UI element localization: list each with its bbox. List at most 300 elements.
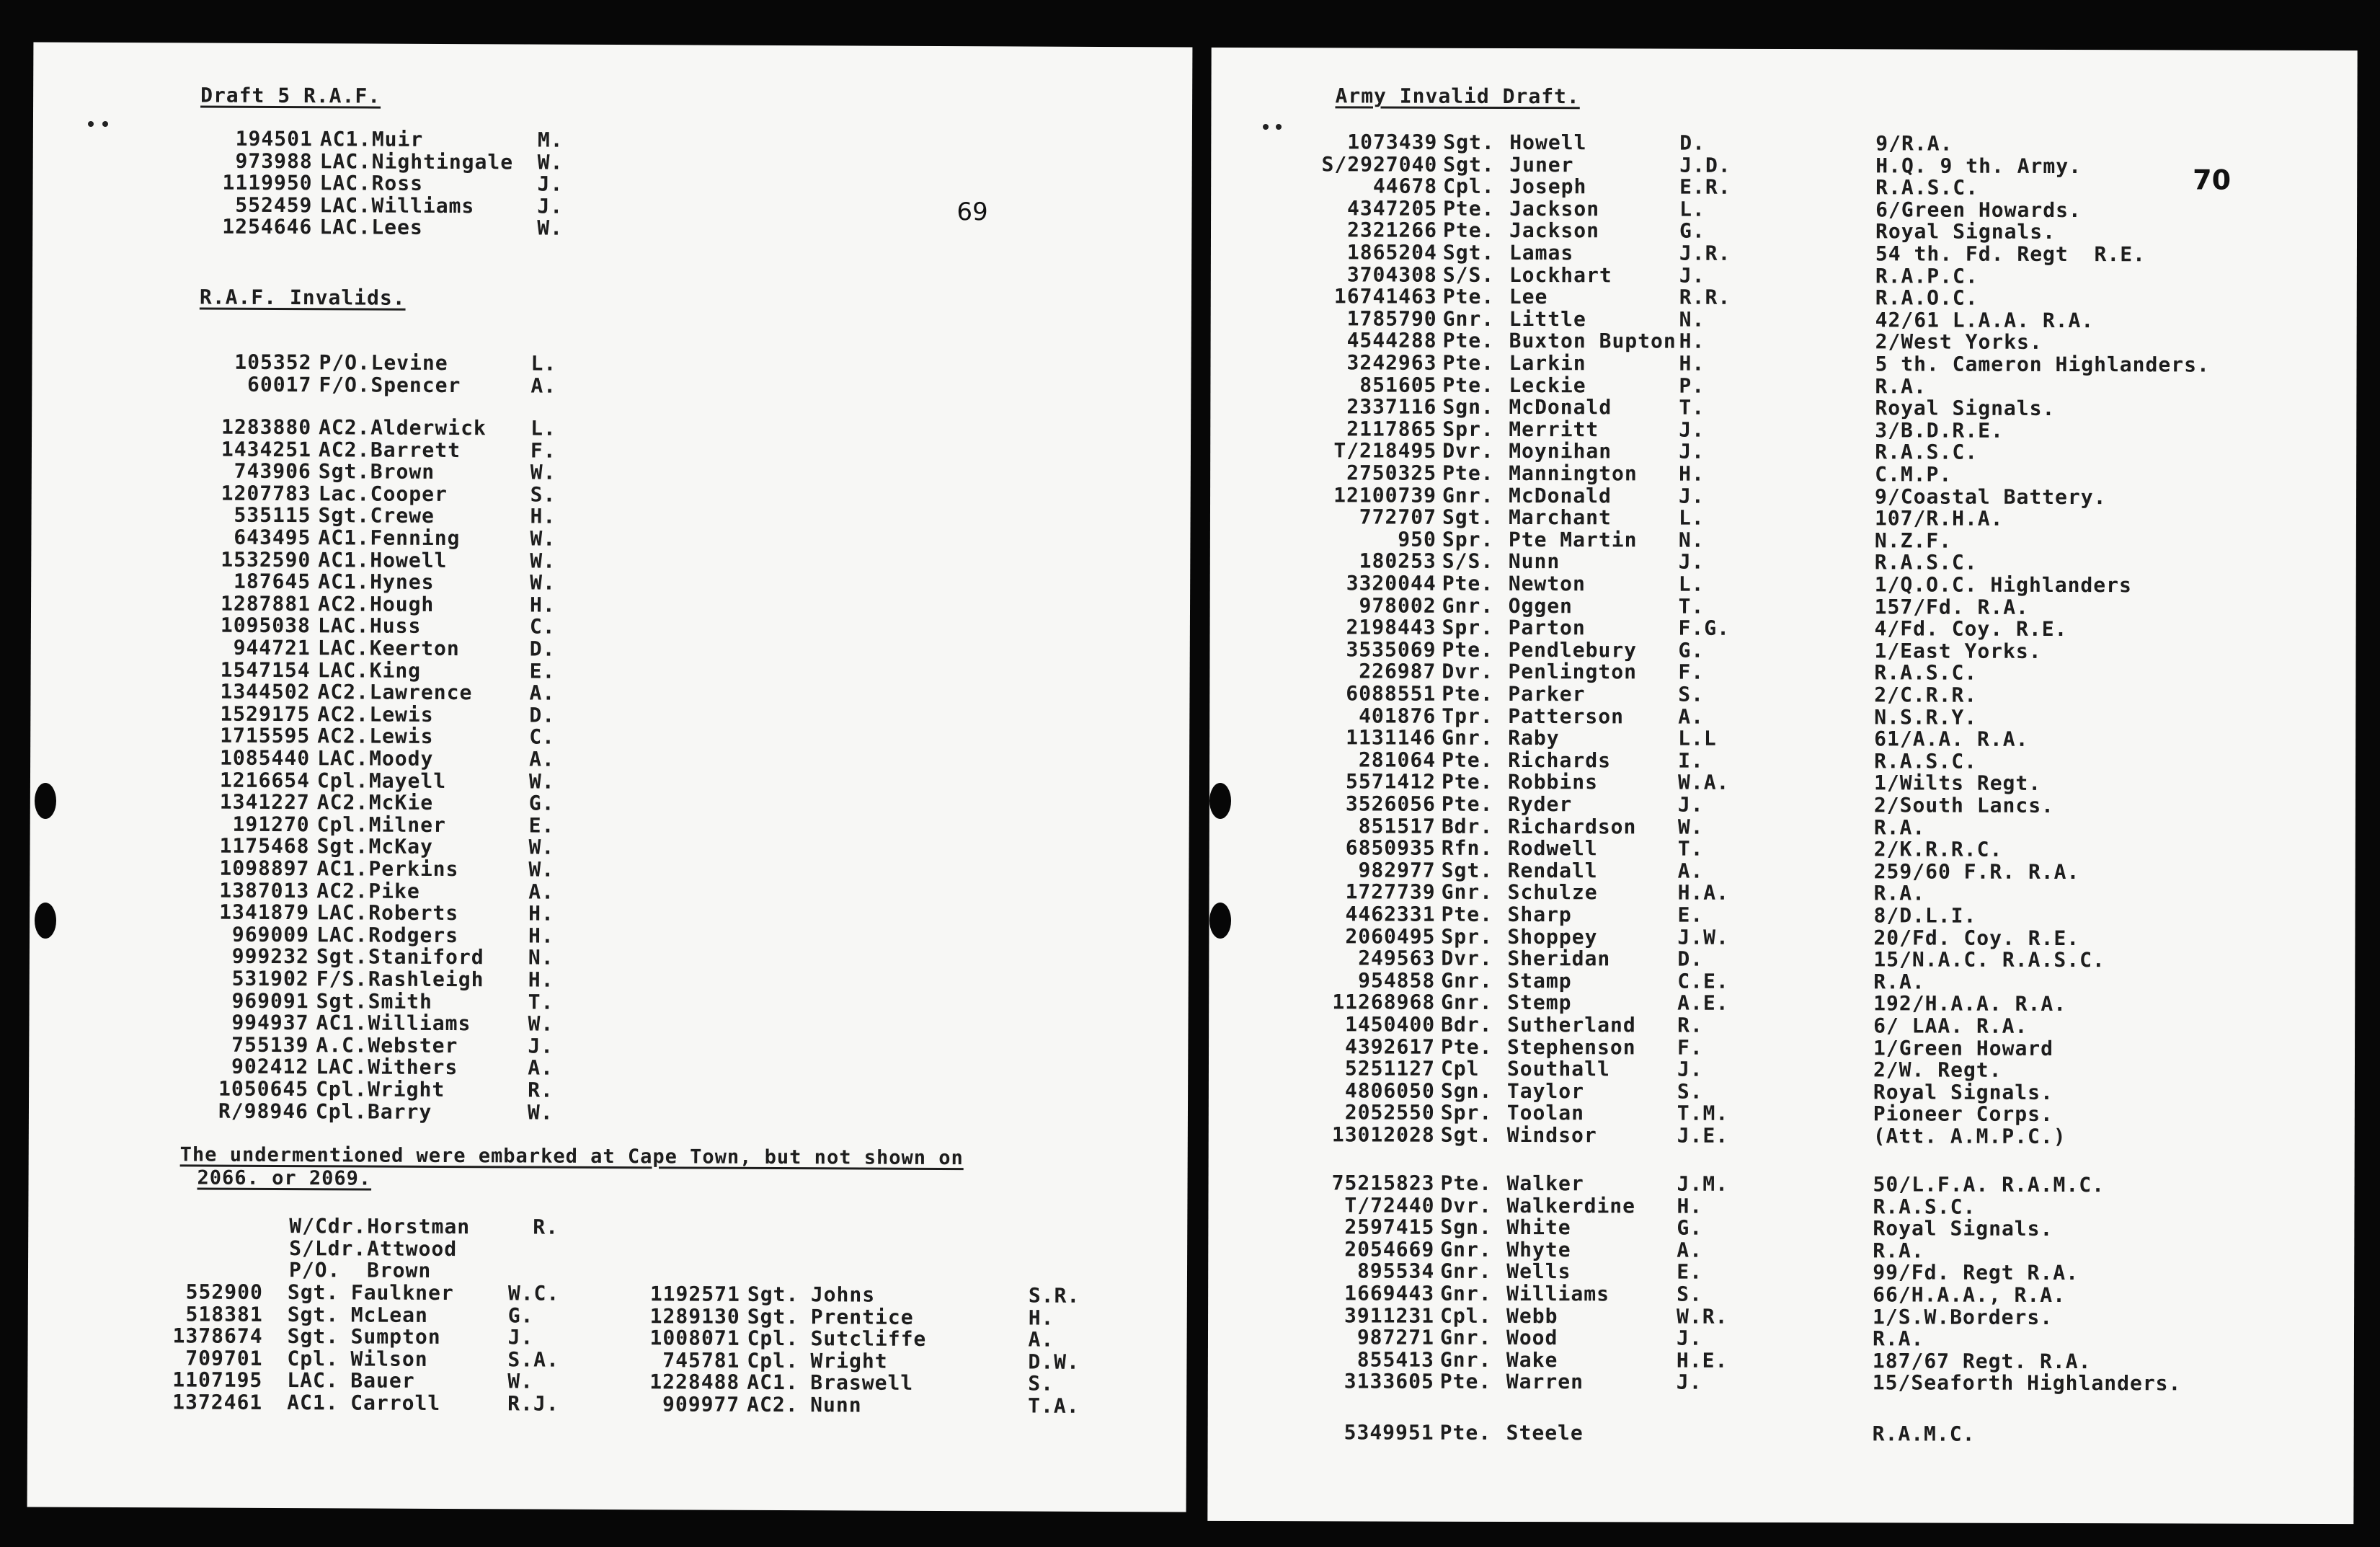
initials: L.: [530, 416, 556, 440]
service-number: 552459: [235, 192, 313, 217]
unit: 4/Fd. Coy. R.E.: [1874, 616, 2068, 642]
service-number: 1372461: [172, 1389, 263, 1414]
surname: Marchant: [1508, 505, 1612, 530]
rank: P/O.: [288, 1258, 341, 1282]
army-row: [1210, 506, 2291, 531]
initials: F.: [530, 438, 556, 463]
initials: R.: [1677, 1013, 1703, 1037]
unit: R.A.: [1872, 1326, 1924, 1351]
service-number: 954858: [1358, 968, 1436, 993]
surname: Lamas: [1509, 241, 1574, 265]
surname: McDonald: [1509, 483, 1612, 507]
service-number: 1050645: [218, 1076, 309, 1101]
surname: Shoppey: [1507, 924, 1598, 949]
initials: E.R.: [1679, 174, 1731, 199]
army-heading: Army Invalid Draft.: [1335, 84, 1580, 109]
service-number: 3320044: [1346, 571, 1437, 595]
initials: S.: [1677, 1079, 1703, 1104]
unit: 20/Fd. Coy. R.E.: [1873, 925, 2080, 950]
service-number: 3133605: [1344, 1369, 1434, 1394]
service-number: 1119950: [222, 170, 313, 195]
initials: J.: [1679, 417, 1705, 442]
initials: H.: [528, 923, 554, 948]
rank: Sgt.: [287, 1324, 339, 1349]
surname: Nightingale: [371, 149, 514, 174]
left-page: [27, 43, 1193, 1512]
service-number: 851517: [1358, 814, 1436, 838]
initials: W.: [1677, 815, 1704, 839]
rank: AC1.: [316, 1011, 368, 1035]
surname: Stemp: [1507, 990, 1572, 1015]
service-number: T/72440: [1344, 1193, 1435, 1218]
rank: Sgn.: [1442, 394, 1494, 420]
rank: Pte.: [1441, 770, 1493, 794]
surname: Crewe: [370, 503, 435, 528]
surname: Smith: [368, 989, 433, 1014]
rank: Sgt.: [316, 988, 368, 1014]
surname: Fenning: [370, 526, 461, 551]
rank: Pte.: [1440, 1171, 1493, 1195]
unit: 1/Wilts Regt.: [1873, 771, 2042, 796]
surname: Wright: [810, 1348, 888, 1373]
service-number: 978002: [1359, 593, 1437, 618]
surname: Johns: [810, 1282, 876, 1307]
rank: Cpl.: [315, 1099, 368, 1124]
rank: Gnr.: [1441, 880, 1493, 905]
service-number: 5251127: [1344, 1056, 1436, 1081]
initials: N.: [528, 945, 554, 970]
initials: E.: [1677, 1260, 1702, 1285]
surname: Braswell: [810, 1370, 914, 1395]
hole-punch: [1209, 783, 1231, 819]
rank: Dvr.: [1442, 439, 1494, 464]
initials: J.: [1676, 1326, 1702, 1350]
rank: AC2.: [319, 415, 370, 440]
service-number: 1669443: [1344, 1281, 1435, 1306]
surname: Horstman: [367, 1214, 471, 1239]
rank: LAC.: [317, 657, 370, 683]
rank: Pte.: [1442, 329, 1495, 353]
rank: AC2.: [317, 592, 370, 616]
service-number: 191270: [232, 812, 310, 836]
surname: Newton: [1508, 572, 1586, 596]
rank: Cpl.: [316, 812, 369, 837]
rank: Sgn.: [1440, 1078, 1493, 1103]
surname: Lawrence: [369, 680, 473, 705]
rank: Sgt.: [1442, 240, 1495, 265]
initials: H.: [1679, 461, 1705, 486]
initials: J.: [537, 172, 564, 196]
service-number: 3242963: [1346, 350, 1437, 375]
initials: C.: [529, 724, 556, 750]
initials: T.: [1679, 395, 1705, 420]
surname: McLean: [350, 1302, 428, 1327]
unit: 192/H.A.A. R.A.: [1873, 991, 2067, 1016]
initials: W.: [507, 1369, 534, 1393]
rank: Cpl.: [1443, 174, 1495, 199]
initials: A.: [530, 373, 557, 398]
service-number: 987271: [1356, 1325, 1435, 1349]
service-number: 902412: [231, 1055, 309, 1079]
surname: Walker: [1506, 1171, 1584, 1196]
service-number: 1254646: [222, 214, 313, 239]
rank: LAC.: [317, 636, 370, 660]
rank: Tpr.: [1442, 704, 1493, 728]
draft-heading: Draft 5 R.A.F.: [200, 83, 381, 108]
service-number: S/2927040: [1321, 151, 1438, 177]
rank: LAC.: [319, 192, 371, 218]
service-number: 4392617: [1344, 1034, 1436, 1059]
surname: Carroll: [350, 1390, 441, 1415]
rank: Gnr.: [1440, 1237, 1492, 1262]
initials: L.: [530, 351, 557, 376]
surname: Rodgers: [368, 923, 459, 947]
surname: Milner: [368, 812, 446, 837]
initials: F.: [1677, 1035, 1703, 1060]
unit: Royal Signals.: [1873, 1216, 2053, 1241]
initials: H.: [530, 504, 556, 529]
initials: R.: [533, 1215, 559, 1239]
service-number: 1216654: [219, 768, 311, 792]
surname: Steele: [1506, 1420, 1584, 1445]
rank: Spr.: [1440, 1101, 1493, 1125]
initials: G.: [528, 791, 555, 815]
rank: LAC.: [287, 1368, 339, 1393]
rank: Sgt.: [287, 1302, 339, 1326]
rank: Rfn.: [1441, 835, 1493, 861]
initials: D.: [1677, 947, 1704, 971]
surname: Mannington: [1509, 461, 1638, 486]
unit: R.A.: [1873, 1238, 1924, 1263]
service-number: 552900: [185, 1280, 263, 1304]
service-number: 226987: [1359, 659, 1437, 684]
initials: J.W.: [1677, 925, 1729, 949]
service-number: 1341879: [219, 900, 310, 925]
rank: P/O.: [319, 350, 371, 375]
rank: Spr.: [1442, 527, 1494, 551]
surname: Sutcliffe: [810, 1326, 927, 1351]
service-number: 1450400: [1345, 1012, 1436, 1037]
unit: 9/Coastal Battery.: [1875, 484, 2107, 509]
surname: Windsor: [1506, 1123, 1597, 1148]
service-number: 1098897: [219, 856, 310, 881]
surname: Jackson: [1509, 218, 1600, 243]
surname: Juner: [1509, 152, 1574, 177]
service-number: 1095038: [220, 613, 311, 638]
service-number: 44678: [1372, 174, 1438, 198]
initials: D.: [529, 637, 556, 661]
service-number: 1283880: [221, 415, 312, 440]
initials: M.: [537, 128, 564, 152]
surname: Levine: [370, 350, 448, 376]
initials: J.R.: [1679, 241, 1731, 265]
rank: AC2.: [318, 437, 370, 462]
surname: Stamp: [1507, 968, 1572, 993]
rank: S/S.: [1442, 549, 1494, 574]
surname: Mayell: [368, 768, 447, 793]
initials: H.: [528, 901, 554, 926]
service-number: 60017: [247, 372, 312, 396]
initials: S.R.: [1028, 1283, 1080, 1308]
initials: C.: [529, 614, 556, 639]
initials: J.: [1677, 1057, 1703, 1081]
surname: Alderwick: [370, 415, 487, 440]
rank: Cpl.: [287, 1346, 339, 1370]
surname: Muir: [371, 127, 424, 151]
initials: W.: [530, 549, 556, 573]
rank: W/Cdr.: [289, 1214, 367, 1238]
initials: R.J.: [507, 1391, 559, 1416]
surname: Pike: [368, 879, 420, 903]
surname: Stephenson: [1507, 1034, 1636, 1060]
initials: C.E.: [1677, 969, 1729, 993]
surname: Wright: [368, 1077, 445, 1102]
surname: Spencer: [370, 373, 461, 397]
service-number: 2337116: [1346, 394, 1437, 419]
surname: Robbins: [1507, 770, 1599, 794]
initials: J.: [1676, 1370, 1702, 1395]
surname: Parker: [1508, 682, 1586, 706]
rank: AC2.: [317, 680, 370, 704]
rank: Dvr.: [1442, 660, 1493, 684]
unit: 1/Q.O.C. Highlanders: [1874, 572, 2132, 598]
rank: F/O.: [319, 372, 370, 397]
initials: A.E.: [1677, 991, 1729, 1016]
officer-row: [32, 373, 1113, 399]
rank: Cpl: [1440, 1056, 1480, 1081]
rank: Sgt.: [1443, 130, 1495, 154]
service-number: 1529175: [220, 701, 311, 726]
service-number: 249563: [1358, 946, 1436, 970]
surname: Nunn: [1508, 549, 1560, 574]
service-number: 75215823: [1331, 1171, 1435, 1195]
unit: 1/S.W.Borders.: [1873, 1304, 2053, 1329]
service-number: 5571412: [1345, 769, 1437, 794]
initials: T.A.: [1028, 1393, 1080, 1418]
service-number: 1228488: [649, 1370, 740, 1394]
unit: H.Q. 9 th. Army.: [1875, 153, 2082, 178]
initials: L.L: [1678, 726, 1717, 750]
surname: Brown: [370, 459, 435, 484]
unit: 2/West Yorks.: [1875, 329, 2043, 355]
service-number: 1008071: [649, 1326, 740, 1350]
rank: Pte.: [1442, 350, 1495, 375]
surname: Oggen: [1508, 593, 1573, 618]
initials: S.: [1677, 1282, 1702, 1306]
service-number: 950: [1398, 527, 1437, 551]
service-number: 1085440: [220, 745, 311, 771]
hole-punch: [1209, 903, 1231, 939]
surname: Nunn: [810, 1392, 862, 1417]
service-number: 1073439: [1347, 130, 1438, 154]
surname: Moynihan: [1509, 439, 1612, 464]
rank: Dvr.: [1440, 1193, 1492, 1218]
surname: Richards: [1508, 748, 1611, 773]
unit: 157/Fd. R.A.: [1874, 594, 2029, 619]
rank: S/Ldr.: [289, 1236, 367, 1261]
service-number: 187645: [233, 569, 311, 594]
unit: R.A.S.C.: [1873, 1194, 1976, 1219]
service-number: 3704308: [1346, 262, 1437, 287]
service-number: 1715595: [220, 724, 311, 748]
service-number: 1378674: [172, 1324, 263, 1348]
initials: G.: [507, 1303, 534, 1328]
initials: R.: [528, 1078, 554, 1102]
unit: 2/C.R.R.: [1874, 683, 1978, 707]
initials: W.: [530, 526, 556, 551]
unit: Royal Signals.: [1875, 396, 2056, 421]
service-number: 944721: [233, 635, 311, 660]
unit: R.A.S.C.: [1874, 749, 1977, 774]
rank: Sgt.: [1441, 858, 1493, 882]
surname: White: [1506, 1215, 1571, 1240]
service-number: 180253: [1359, 549, 1437, 574]
initials: L.: [1678, 572, 1705, 596]
initials: W.: [537, 150, 564, 174]
service-number: 13012028: [1331, 1122, 1435, 1147]
surname: Sharp: [1507, 903, 1572, 927]
right-page: [1207, 48, 2357, 1524]
initials: J.: [528, 1034, 554, 1058]
draft-row: [32, 215, 1114, 241]
rank: F/S.: [316, 967, 368, 991]
service-number: 1785790: [1346, 306, 1437, 331]
initials: N.: [1678, 528, 1705, 552]
service-number: 973988: [235, 149, 313, 173]
service-number: 1727739: [1345, 879, 1436, 905]
unit: 99/Fd. Regt R.A.: [1873, 1260, 2079, 1285]
service-number: 105352: [234, 350, 312, 375]
surname: Little: [1509, 306, 1586, 332]
service-number: 743906: [234, 458, 311, 484]
initials: W.: [528, 857, 555, 882]
unit: C.M.P.: [1875, 462, 1953, 487]
surname: Withers: [368, 1055, 458, 1080]
rank: Pte.: [1442, 284, 1495, 309]
surname: Rendall: [1507, 858, 1598, 883]
initials: J.: [1679, 263, 1705, 288]
rank: LAC.: [317, 613, 370, 638]
service-number: 969091: [231, 988, 309, 1013]
service-number: 772707: [1359, 505, 1437, 529]
service-number: 4806050: [1344, 1078, 1435, 1103]
surname: Wood: [1506, 1326, 1558, 1350]
service-number: 1289130: [649, 1303, 740, 1329]
hole-punch: [35, 903, 56, 939]
service-number: 2060495: [1345, 924, 1436, 949]
surname: Lewis: [369, 724, 434, 749]
rank: AC2.: [317, 702, 369, 727]
initials: A.: [528, 879, 555, 904]
service-number: 4544288: [1346, 328, 1437, 353]
service-number: 982977: [1358, 858, 1436, 882]
unit: Pioneer Corps.: [1873, 1101, 2053, 1127]
rank: LAC.: [316, 923, 368, 947]
initials: H.: [529, 593, 556, 617]
rank: Sgt.: [747, 1304, 799, 1329]
service-number: 3526056: [1345, 792, 1436, 816]
service-number: 1287881: [220, 591, 311, 616]
initials: W.: [537, 216, 564, 240]
surname: McKie: [368, 790, 434, 815]
service-number: 855413: [1356, 1347, 1434, 1372]
rank: LAC.: [317, 746, 369, 771]
initials: G.: [1679, 219, 1705, 244]
service-number: 1387013: [219, 878, 310, 903]
initials: W.C.: [507, 1281, 560, 1306]
surname: McKay: [368, 834, 433, 859]
initials: S.: [1678, 682, 1705, 706]
service-number: T/218495: [1333, 438, 1437, 464]
rank: Pte.: [1441, 1034, 1493, 1059]
initials: J.: [1677, 792, 1704, 817]
rank: AC1.: [287, 1390, 339, 1414]
unit: 2/W. Regt.: [1873, 1058, 2002, 1082]
unit: R.A.: [1873, 815, 1926, 840]
surname: Raby: [1508, 726, 1560, 750]
rank: LAC.: [319, 215, 371, 239]
initials: T.: [1678, 594, 1705, 619]
surname: Williams: [368, 1011, 471, 1036]
rank: Gnr.: [1442, 483, 1494, 507]
rank: AC1.: [316, 856, 368, 881]
surname: Lockhart: [1509, 262, 1612, 287]
surname: Sheridan: [1507, 947, 1611, 971]
surname: Jackson: [1509, 196, 1600, 221]
initials: G.: [1678, 638, 1705, 662]
rank: Sgt.: [318, 503, 370, 528]
surname: Schulze: [1507, 880, 1598, 905]
surname: Toolan: [1506, 1101, 1585, 1125]
unit: 15/Seaforth Highlanders.: [1872, 1370, 2182, 1396]
initials: E.: [1677, 903, 1704, 927]
surname: Lewis: [369, 702, 434, 727]
rank: Spr.: [1442, 615, 1494, 640]
initials: A.: [1677, 1238, 1703, 1262]
initials: J.: [1678, 550, 1705, 575]
surname: Huss: [369, 613, 422, 639]
rank: Gnr.: [1441, 968, 1493, 993]
initials: N.: [1679, 307, 1705, 332]
surname: Howell: [1509, 130, 1587, 155]
surname: Keerton: [369, 636, 460, 661]
rank: Pte.: [1441, 902, 1493, 926]
service-number: 11268968: [1332, 990, 1436, 1015]
surname: Hough: [369, 592, 435, 616]
unit: 2/South Lancs.: [1873, 793, 2054, 817]
rank: Gnr.: [1440, 1281, 1492, 1306]
rank: Sgt.: [316, 944, 368, 969]
rank: Sgt.: [316, 834, 369, 859]
initials: A.: [528, 1055, 554, 1081]
initials: J.D.: [1679, 153, 1731, 177]
surname: Moody: [369, 746, 434, 771]
rank: AC1.: [318, 547, 370, 572]
unit: Royal Signals.: [1873, 1080, 2053, 1104]
rank: LAC.: [319, 171, 372, 195]
unit: 259/60 F.R. R.A.: [1873, 859, 2080, 884]
unit: 9/R.A.: [1875, 131, 1953, 156]
initials: J.: [537, 194, 564, 218]
initials: H.: [1028, 1306, 1054, 1330]
service-number: 1434251: [221, 437, 312, 461]
rank: AC1.: [747, 1370, 799, 1395]
surname: Lees: [371, 215, 423, 239]
initials: J.: [507, 1325, 534, 1349]
initials: T.: [528, 990, 554, 1014]
rank: Sgt.: [1442, 505, 1494, 530]
initials: J.E.: [1677, 1123, 1729, 1148]
